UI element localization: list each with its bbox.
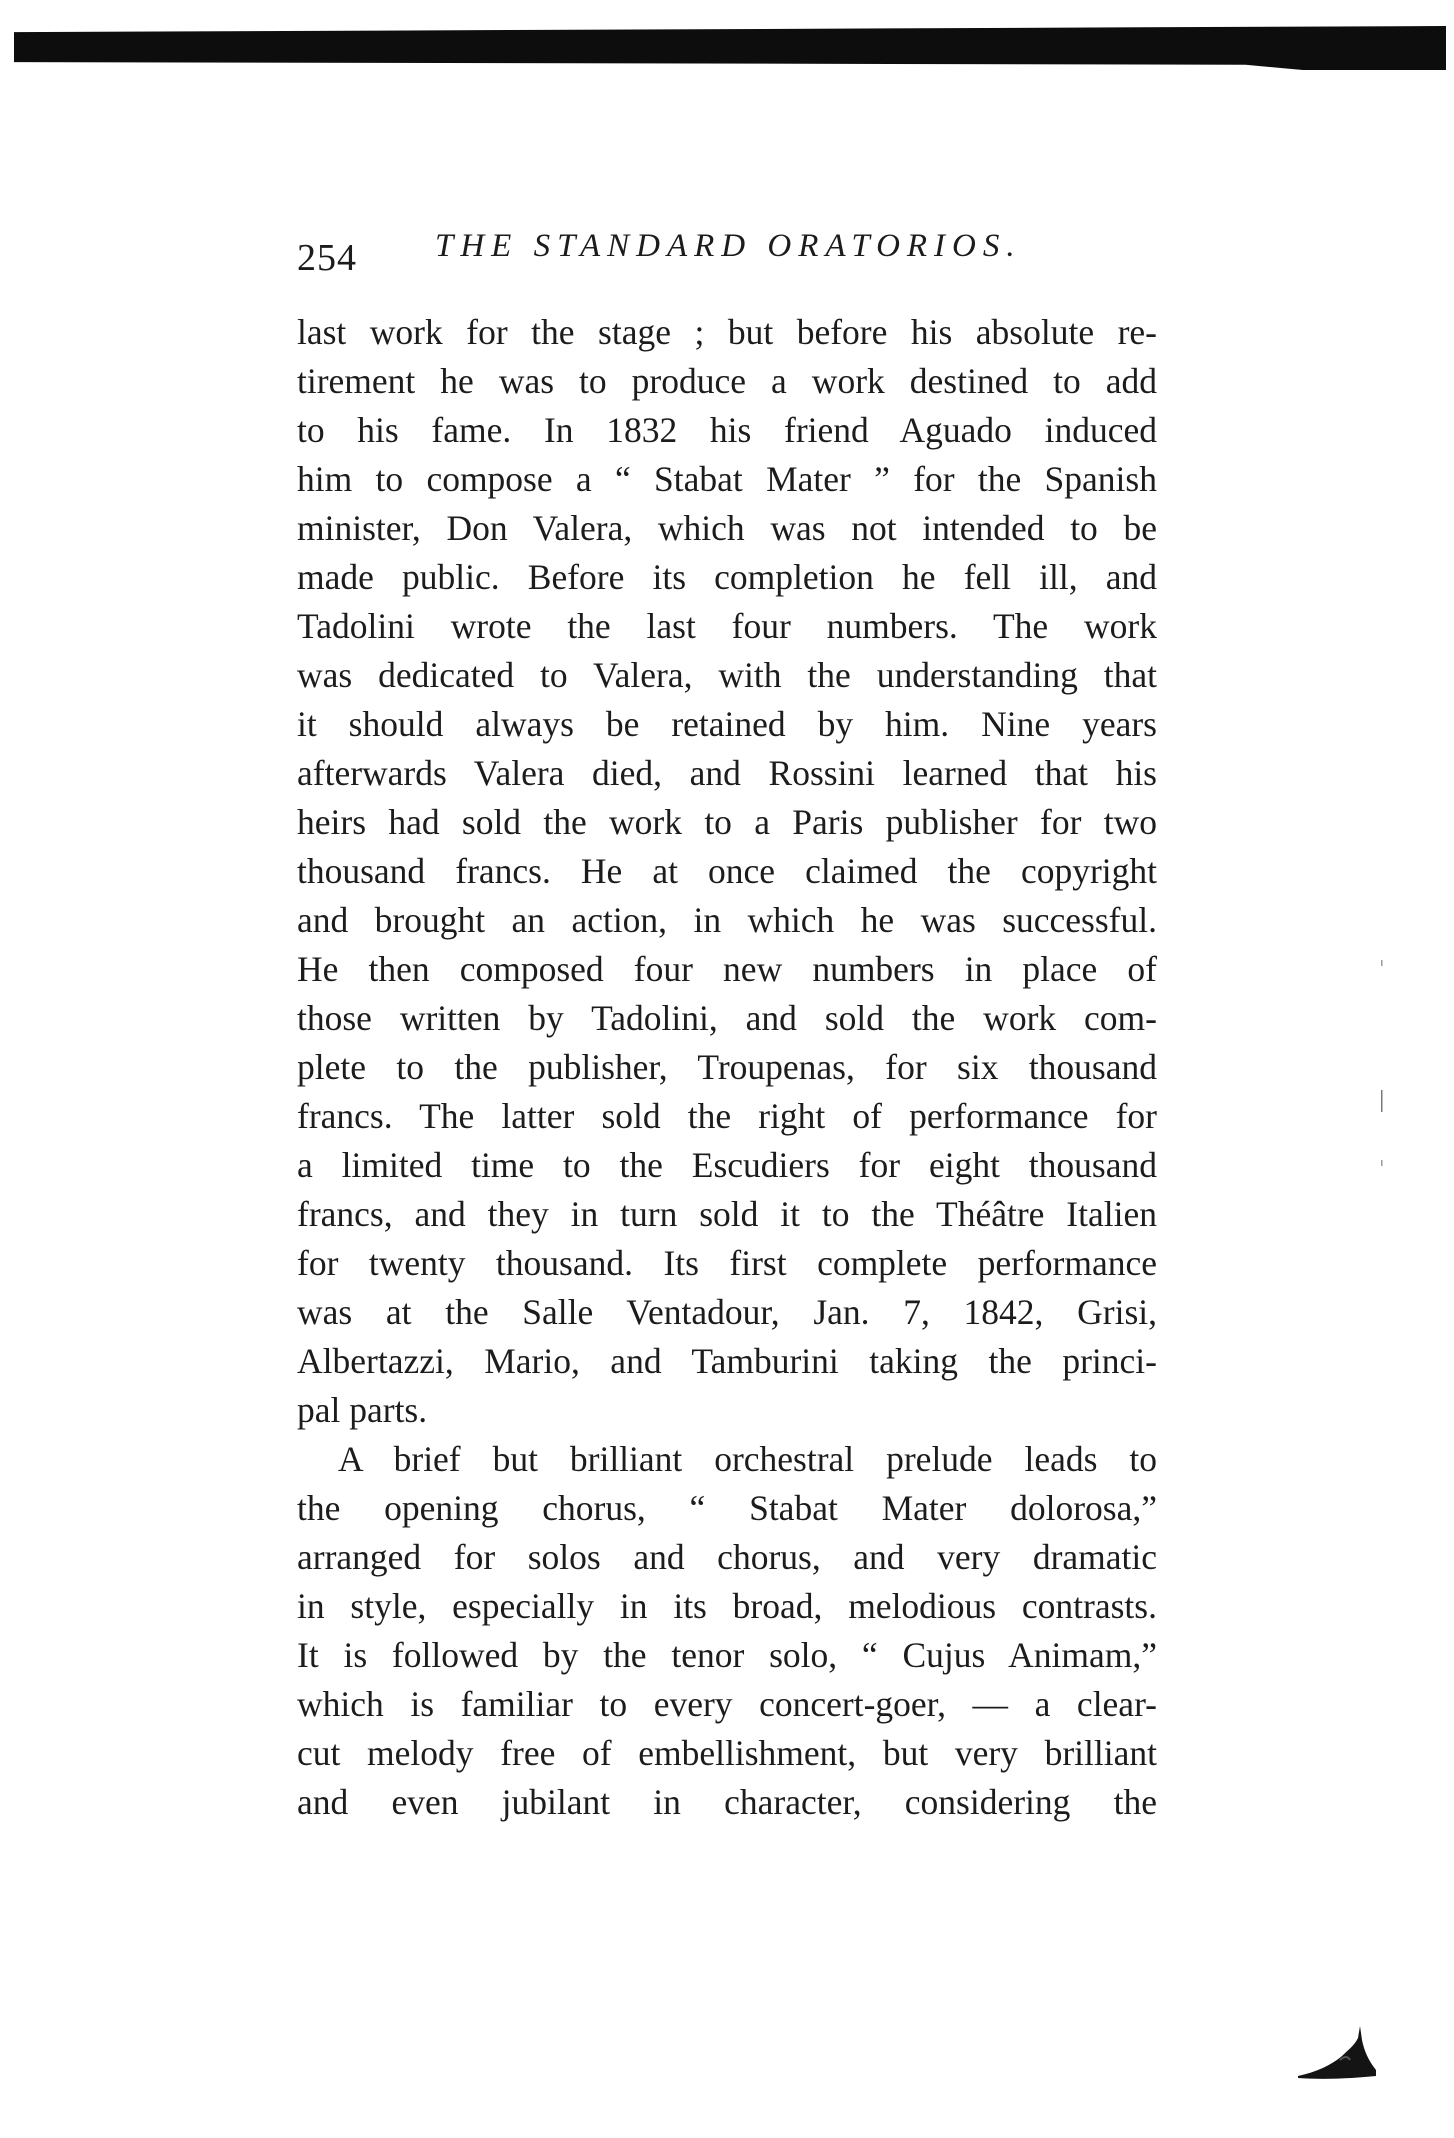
text-line: tirement he was to produce a work destined to add <box>297 361 1157 401</box>
text-line: arranged for solos and chorus, and very dramatic <box>297 1537 1157 1577</box>
text-line: He then composed four new numbers in place of <box>297 949 1157 989</box>
text-line: a limited time to the Escudiers for eight thousand <box>297 1145 1157 1185</box>
text-line: to his fame. In 1832 his friend Aguado induced <box>297 410 1157 450</box>
text-line: thousand francs. He at once claimed the copyright <box>297 851 1157 891</box>
scan-speck-marks <box>1378 960 1386 1180</box>
text-line: Albertazzi, Mario, and Tamburini taking the princi- <box>297 1341 1157 1381</box>
text-line: minister, Don Valera, which was not intended to be <box>297 508 1157 548</box>
running-head <box>297 226 1177 282</box>
text-line: him to compose a “ Stabat Mater ” for the Spanish <box>297 459 1157 499</box>
text-line: last work for the stage ; but before his absolute re- <box>297 312 1157 352</box>
text-line: in style, especially in its broad, melodious contrasts. <box>297 1586 1157 1626</box>
text-line: francs, and they in turn sold it to the Théâtre Italien <box>297 1194 1157 1234</box>
text-line: plete to the publisher, Troupenas, for six thousand <box>297 1047 1157 1087</box>
body-text <box>297 308 1157 1827</box>
running-title: THE STANDARD ORATORIOS. <box>435 228 1022 264</box>
scan-edge-bar <box>14 26 1446 70</box>
text-line: heirs had sold the work to a Paris publisher for two <box>297 802 1157 842</box>
text-line: A brief but brilliant orchestral prelude leads to <box>338 1439 1157 1479</box>
text-line: and even jubilant in character, considering the <box>297 1782 1157 1822</box>
text-line: francs. The latter sold the right of performance for <box>297 1096 1157 1136</box>
text-line: afterwards Valera died, and Rossini learned that his <box>297 753 1157 793</box>
text-line: which is familiar to every concert-goer, — a clear- <box>297 1684 1157 1724</box>
text-line: and brought an action, in which he was successful. <box>297 900 1157 940</box>
paragraph-1 <box>297 308 1157 1435</box>
text-line: those written by Tadolini, and sold the work com- <box>297 998 1157 1038</box>
text-line: cut melody free of embellishment, but very brilliant <box>297 1733 1157 1773</box>
text-line: it should always be retained by him. Nine years <box>297 704 1157 744</box>
text-line: the opening chorus, “ Stabat Mater dolorosa,” <box>297 1488 1157 1528</box>
text-line: for twenty thousand. Its first complete performance <box>297 1243 1157 1283</box>
text-line: was dedicated to Valera, with the understanding that <box>297 655 1157 695</box>
text-line: Tadolini wrote the last four numbers. The work <box>297 606 1157 646</box>
text-line: pal parts. <box>297 1390 428 1430</box>
paragraph-2 <box>297 1435 1157 1827</box>
page-number: 254 <box>297 237 357 279</box>
text-line: was at the Salle Ventadour, Jan. 7, 1842, Grisi, <box>297 1292 1157 1332</box>
ink-blot-mark <box>1296 2026 1378 2082</box>
text-line: made public. Before its completion he fell ill, and <box>297 557 1157 597</box>
text-line: It is followed by the tenor solo, “ Cujus Animam,” <box>297 1635 1157 1675</box>
